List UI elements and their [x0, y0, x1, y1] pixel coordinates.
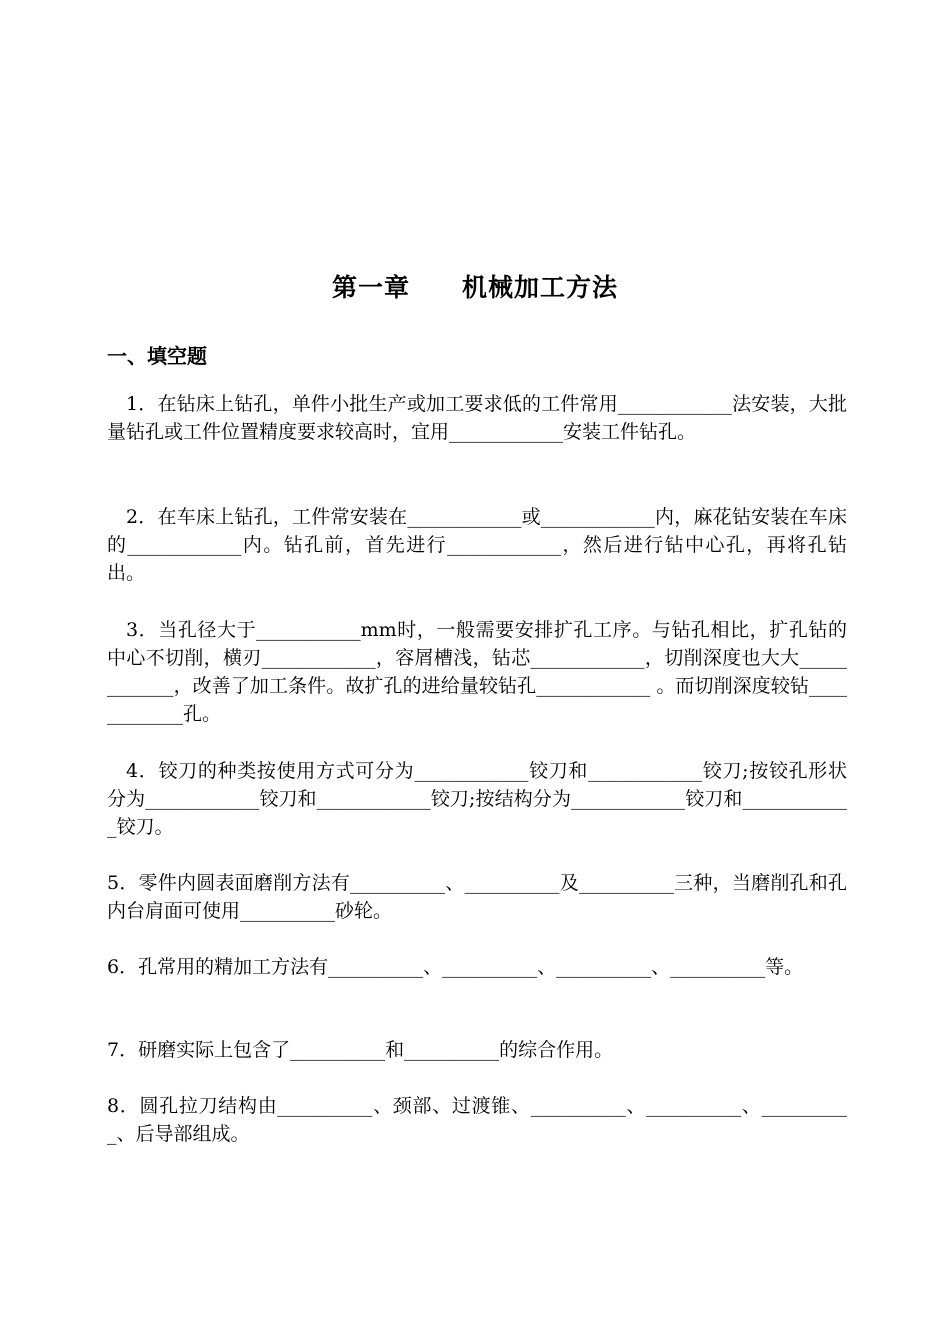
- question-2: 2．在车床上钻孔，工件常安装在____________或____________内，麻花钻安装在车床的____________内。钻孔前，首先进行____________，然后进行钻中心孔，再将孔钻出。: [107, 506, 847, 584]
- section-heading: 一、填空题: [107, 344, 207, 368]
- question-5: 5．零件内圆表面磨削方法有__________、__________及__________三种，当磨削孔和孔内台肩面可使用__________砂轮。: [107, 872, 847, 922]
- question-1: 1．在钻床上钻孔，单件小批生产或加工要求低的工件常用____________法安装，大批量钻孔或工件位置精度要求较高时，宜用____________安装工件钻孔。: [107, 393, 847, 443]
- chapter-title: 第一章 机械加工方法: [331, 273, 618, 302]
- question-6: 6．孔常用的精加工方法有__________、__________、__________、__________等。: [107, 956, 804, 978]
- question-7: 7．研磨实际上包含了__________和__________的综合作用。: [107, 1039, 614, 1061]
- question-8: 8．圆孔拉刀结构由__________、颈部、过渡锥、__________、__________、__________、后导部组成。: [107, 1095, 847, 1145]
- question-4: 4．铰刀的种类按使用方式可分为____________铰刀和____________铰刀;按铰孔形状分为____________铰刀和____________铰刀;按结构分为____________铰刀和____________铰刀。: [107, 760, 847, 838]
- question-3: 3．当孔径大于___________mm时，一般需要安排扩孔工序。与钻孔相比，扩孔钻的中心不切削，横刃____________，容屑槽浅，钻芯____________，切削深度也大大____________，改善了加工条件。故扩孔的进给量较钻孔____________ 。而切削深度较钻____________孔。: [107, 619, 847, 725]
